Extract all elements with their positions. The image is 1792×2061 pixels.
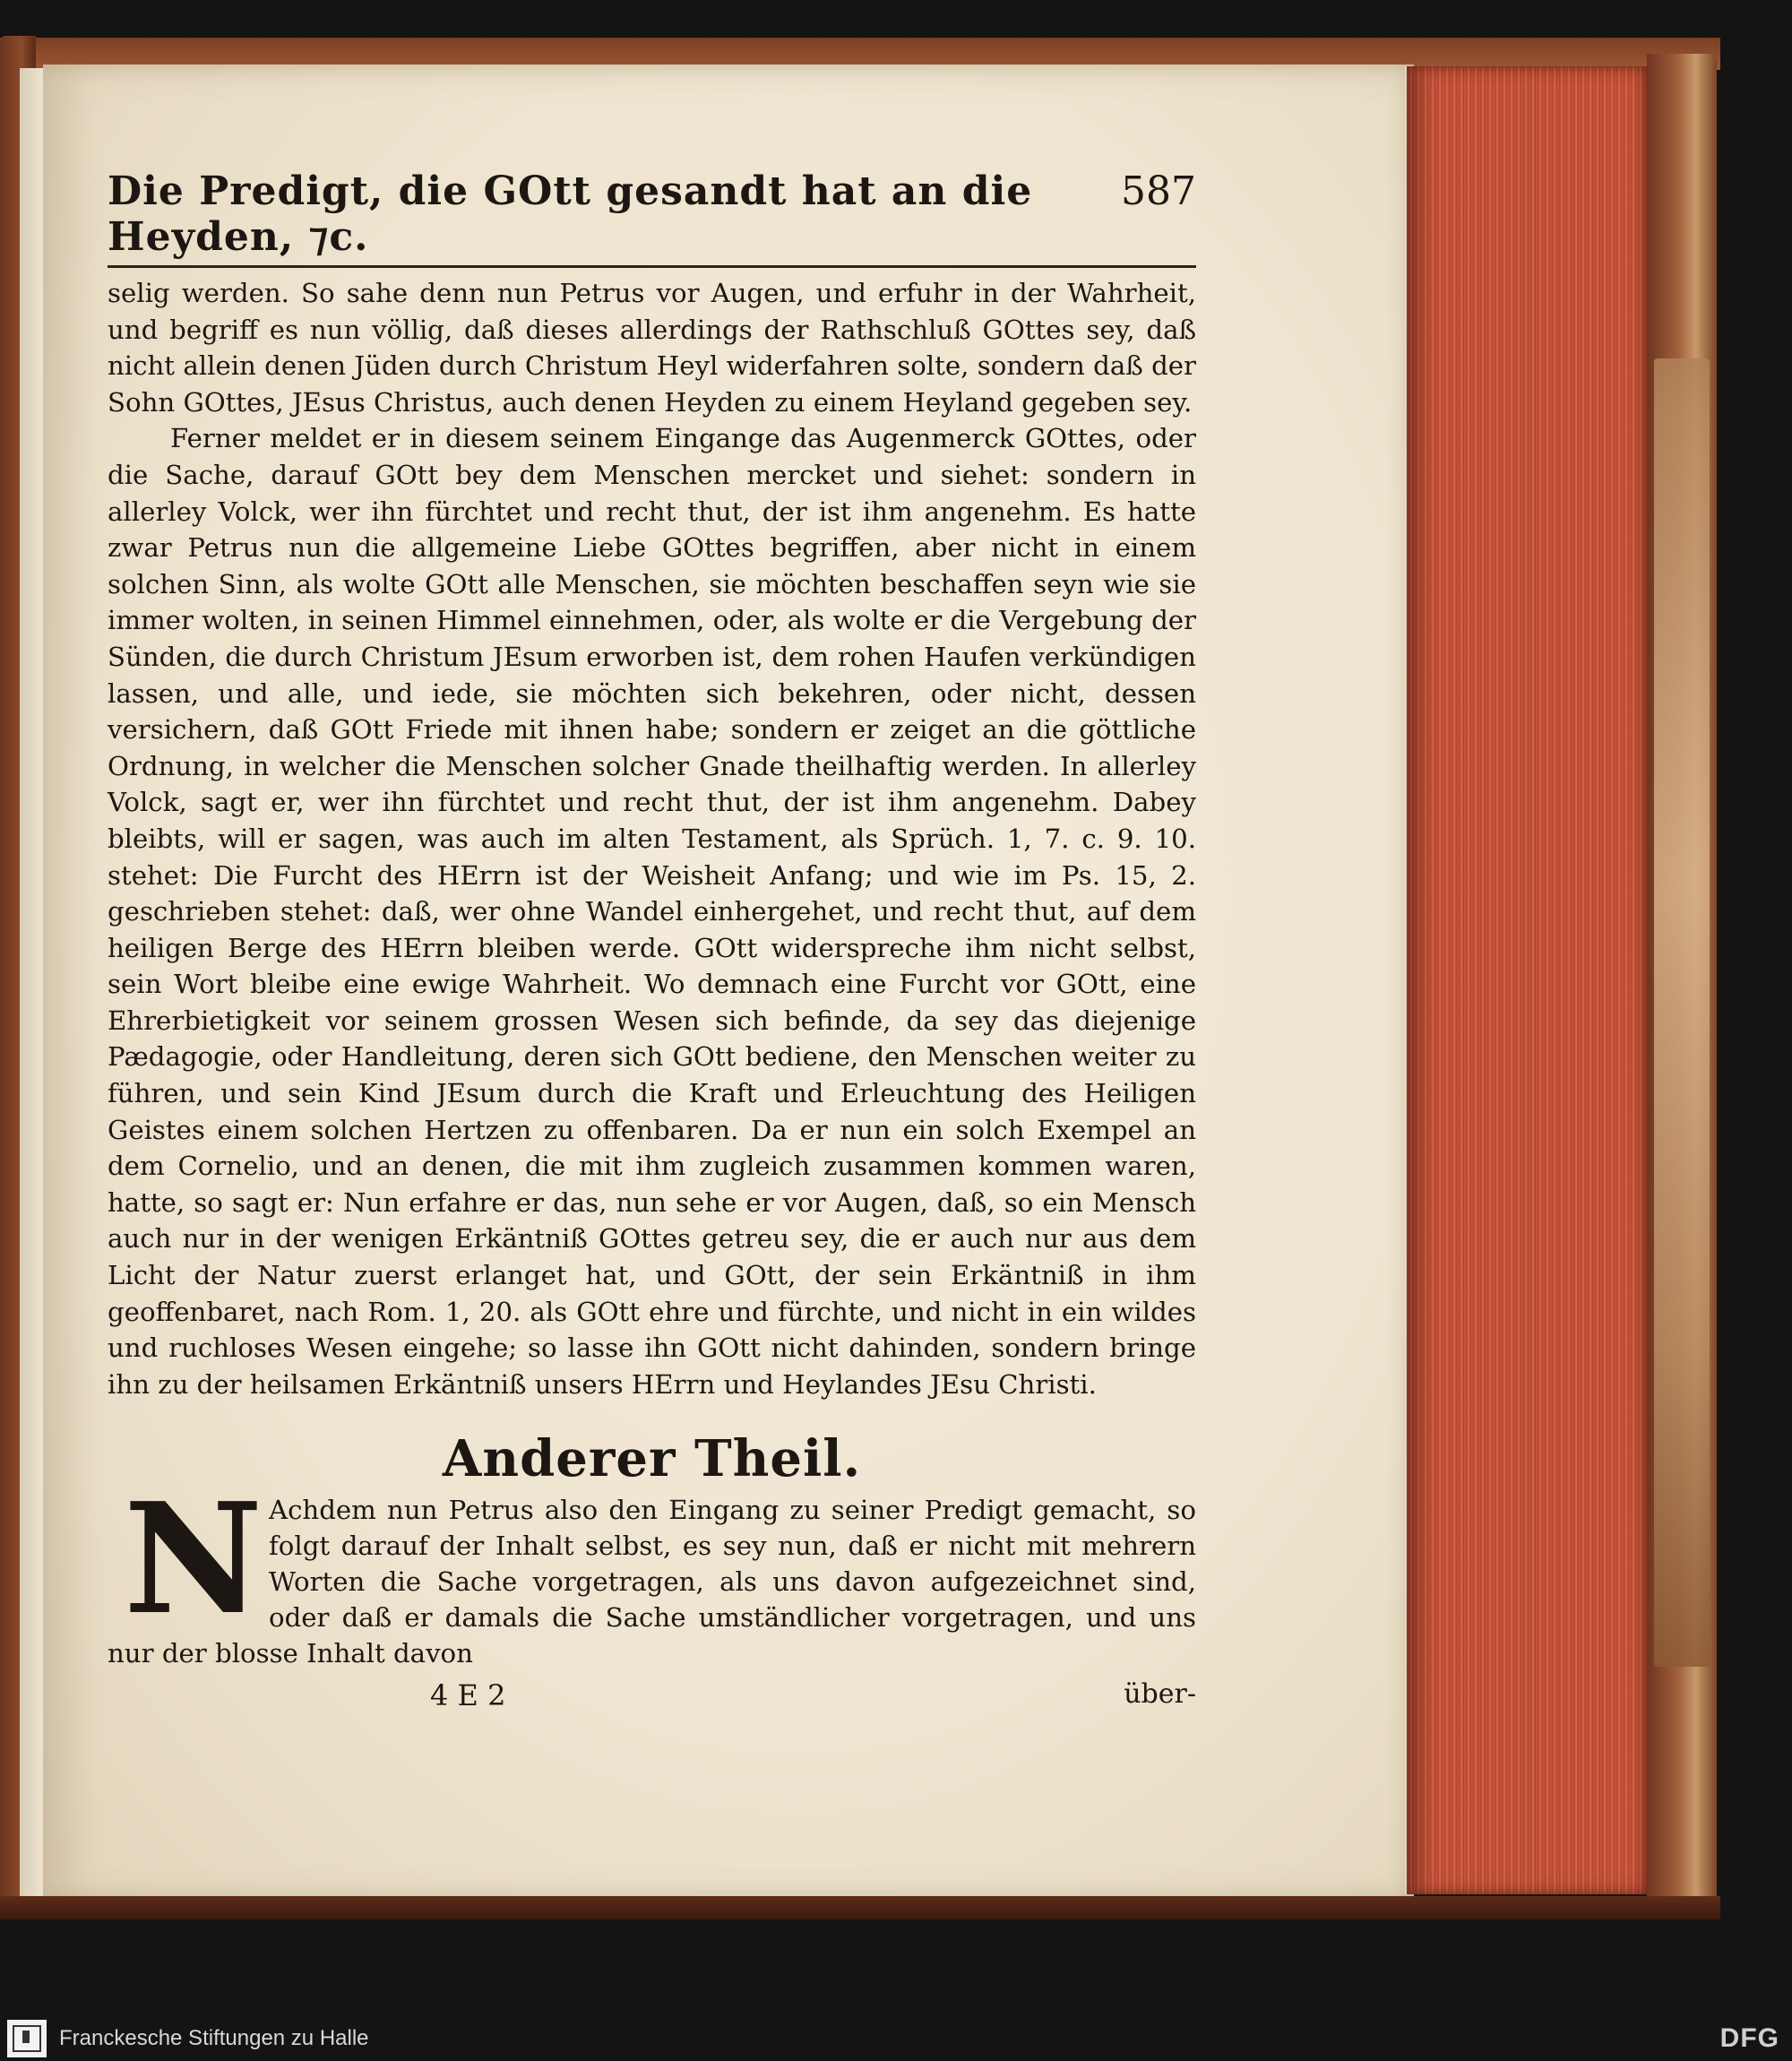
running-head xyxy=(108,168,1196,268)
marbled-cover-panel xyxy=(1654,358,1710,1667)
institution-name[interactable]: Franckesche Stiftungen zu Halle xyxy=(59,2026,369,2050)
page-text-block xyxy=(108,168,1196,1712)
signature-mark: 4 E 2 xyxy=(430,1678,506,1713)
dfg-logo[interactable]: DFG xyxy=(1719,2023,1779,2053)
second-part-text xyxy=(108,1470,1196,1671)
building-icon xyxy=(13,2025,41,2052)
paragraph-2: Ferner meldet er in diesem seinem Eingange das Augenmerck GOttes, oder die Sache, darauf GOtt bey dem Menschen mercket und siehet: sondern in allerley Volck, wer ihn fürchtet und recht thut, der ist ihm angenehm. Es hatte zwar Petrus nun die allgemeine Liebe GOttes begriffen, aber nicht in einem solchen Sinn, als wolte GOtt alle Menschen, sie möchten beschaffen seyn wie sie immer wolten, in seinen Himmel einnehmen, oder, als wolte er die Vergebung der Sünden, die durch Christum JEsum erworben ist, dem rohen Haufen verkündigen lassen, und alle, und iede, sie möchten sich bekehren, oder nicht, dessen versichern, daß GOtt Friede mit ihnen habe; sondern er zeiget an die göttliche Ordnung, in welcher die Menschen solcher Gnade theilhaftig werden. In allerley Volck, sagt er, wer ihn fürchtet und recht thut, der ist ihm angenehm. Dabey bleibts, will er sagen, was auch im alten Testament, als Sprüch. 1, 7. c. 9. 10. stehet: Die Furcht des HErrn ist der Weisheit Anfang; und wie im Ps. 15, 2. geschrieben stehet: daß, wer ohne Wandel einhergehet, und recht thut, auf dem heiligen Berge des HErrn bleiben werde. GOtt widerspreche ihm nicht selbst, sein Wort bleibe eine ewige Wahrheit. Wo demnach eine Furcht vor GOtt, eine Ehrerbietigkeit vor seinem grossen Wesen sich befinde, da sey das diejenige Pædagogie, oder Handleitung, deren sich GOtt bediene, den Menschen weiter zu führen, und sein Kind JEsum durch die Kraft und Erleuchtung des Heiligen Geistes einem solchen Hertzen zu offenbaren. Da er nun ein solch Exempel an dem Cornelio, und an denen, die mit ihm zugleich zusammen kommen waren, hatte, so sagt er: Nun erfahre er das, nun sehe er vor Augen, daß, so ein Mensch auch nur in der wenigen Erkäntniß GOttes getreu sey, die er auch nur aus dem Licht der Natur zuerst erlanget hat, und GOtt, der sein Erkäntniß in ihm geoffenbaret, nach Rom. 1, 20. als GOtt ehre und fürchte, und nicht in ein wildes und ruchloses Wesen eingehe; so lasse ihn GOtt nicht dahinden, sondern bringe ihn zu der heilsamen Erkäntniß unsers HErrn und Heylandes JEsu Christi. xyxy=(108,423,1196,1400)
decorated-initial: N xyxy=(124,1470,263,1650)
catchword: über- xyxy=(1124,1678,1196,1711)
section-heading: Anderer Theil. xyxy=(442,1429,862,1489)
page-footer xyxy=(108,1671,1196,1712)
viewer-footer-bar xyxy=(0,2016,1792,2061)
page-number: 587 xyxy=(1121,168,1196,214)
red-page-edges xyxy=(1407,66,1649,1894)
book-cover-bottom xyxy=(0,1896,1720,1919)
paragraph-3: Achdem nun Petrus also den Eingang zu seiner Predigt gemacht, so folgt darauf der Inhalt selbst, es sey nun, daß er nicht mit mehrern Worten die Sache vorgetragen, als uns davon aufgezeichnet sind, oder daß er damals die Sache umständlicher vorgetragen, und uns nur der blosse Inhalt davon xyxy=(108,1495,1196,1669)
body-text xyxy=(108,275,1196,1402)
running-title: Die Predigt, die GOtt gesandt hat an die Heyden, ⁊c. xyxy=(108,168,1033,260)
paragraph-1: selig werden. So sahe denn nun Petrus vor Augen, und erfuhr in der Wahrheit, und begriff es nun völlig, daß dieses allerdings der Rathschluß GOttes sey, daß nicht allein denen Jüden durch Christum Heyl widerfahren solte, sondern daß der Sohn GOttes, JEsus Christus, auch denen Heyden zu einem Heyland gegeben sey. xyxy=(108,278,1196,418)
institution-logo-icon[interactable] xyxy=(7,2020,47,2057)
